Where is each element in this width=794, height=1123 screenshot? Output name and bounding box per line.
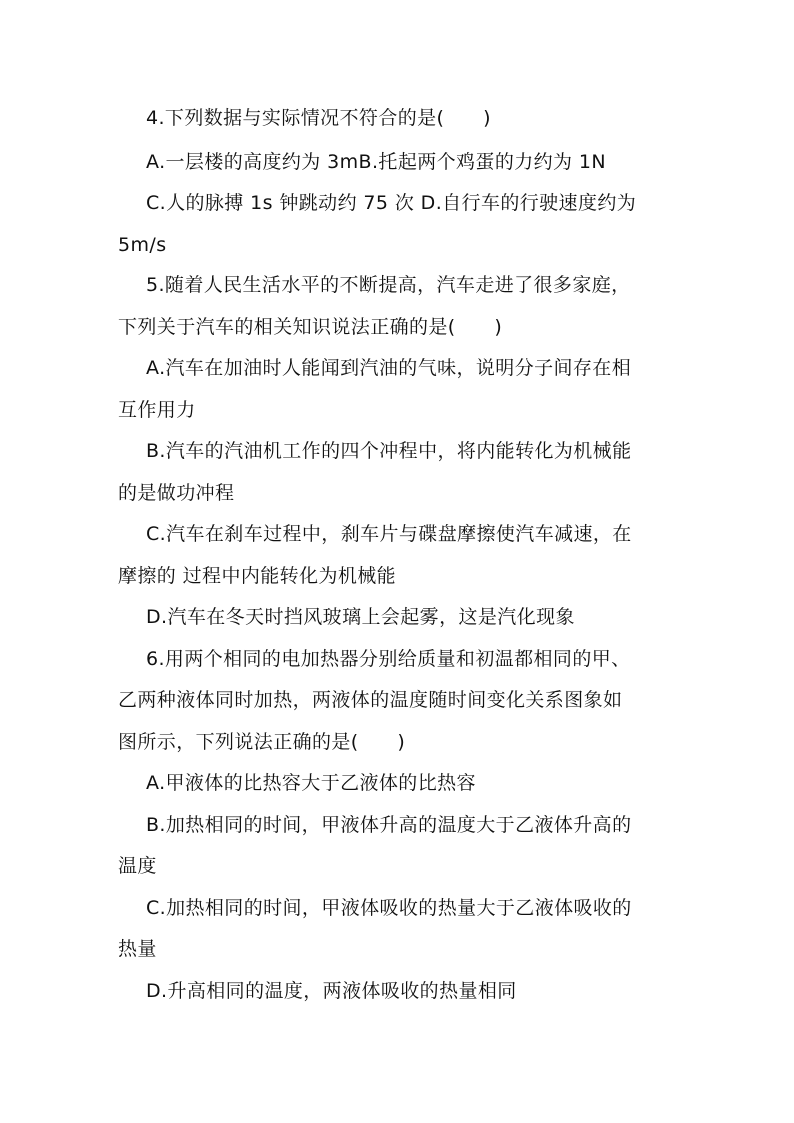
- question-4-options-cd-cont: 5m/s: [118, 234, 167, 256]
- question-5-option-a: A.汽车在加油时人能闻到汽油的气味，说明分子间存在相: [146, 357, 632, 379]
- question-6-option-b: B.加热相同的时间，甲液体升高的温度大于乙液体升高的: [146, 814, 632, 836]
- question-5-option-d: D.汽车在冬天时挡风玻璃上会起雾，这是汽化现象: [146, 606, 575, 628]
- question-4-stem: 4.下列数据与实际情况不符合的是( ): [146, 107, 491, 129]
- question-5-option-b-cont: 的是做功冲程: [118, 482, 235, 504]
- question-4-options-cd: C.人的脉搏 1s 钟跳动约 75 次 D.自行车的行驶速度约为: [146, 192, 637, 214]
- question-5-option-a-cont: 互作用力: [118, 399, 196, 421]
- question-4-options-ab: A.一层楼的高度约为 3mB.托起两个鸡蛋的力约为 1N: [146, 151, 606, 173]
- question-5-stem: 5.随着人民生活水平的不断提高，汽车走进了很多家庭，: [146, 274, 631, 296]
- question-5-option-b: B.汽车的汽油机工作的四个冲程中，将内能转化为机械能: [146, 440, 632, 462]
- question-6-stem-cont-2: 图所示，下列说法正确的是( ): [118, 731, 406, 753]
- question-6-option-a: A.甲液体的比热容大于乙液体的比热容: [146, 772, 476, 794]
- question-6-stem-cont-1: 乙两种液体同时加热，两液体的温度随时间变化关系图象如: [118, 689, 623, 711]
- question-6-stem: 6.用两个相同的电加热器分别给质量和初温都相同的甲、: [146, 648, 631, 670]
- question-6-option-d: D.升高相同的温度，两液体吸收的热量相同: [146, 980, 517, 1002]
- question-5-option-c-cont: 摩擦的 过程中内能转化为机械能: [118, 565, 397, 587]
- question-5-stem-cont: 下列关于汽车的相关知识说法正确的是( ): [118, 316, 503, 338]
- question-5-option-c: C.汽车在刹车过程中，刹车片与碟盘摩擦使汽车减速，在: [146, 523, 632, 545]
- question-6-option-c: C.加热相同的时间，甲液体吸收的热量大于乙液体吸收的: [146, 897, 632, 919]
- question-6-option-b-cont: 温度: [118, 855, 157, 877]
- question-6-option-c-cont: 热量: [118, 938, 157, 960]
